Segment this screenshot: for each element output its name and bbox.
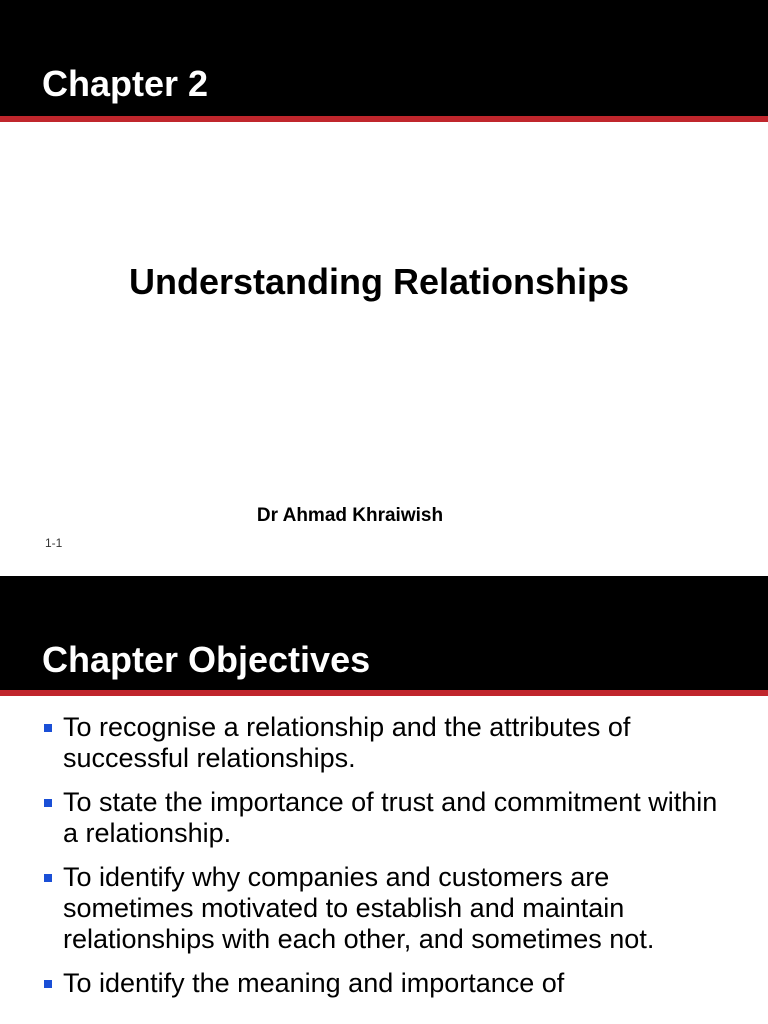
objective-text: To recognise a relationship and the attributes of successful relationships.: [63, 712, 631, 773]
objective-text: To identify the meaning and importance of: [63, 968, 565, 998]
objective-text: To identify why companies and customers are sometimes motivated to establish and maintain relationships with each other, and sometimes not.: [63, 862, 655, 954]
slide-number: 1-1: [45, 536, 63, 550]
objective-item: [42, 862, 732, 955]
square-bullet-icon: [44, 724, 52, 732]
square-bullet-icon: [44, 799, 52, 807]
objective-text: To state the importance of trust and commitment within a relationship.: [63, 787, 718, 848]
header-bar: [0, 0, 768, 116]
objective-item: [42, 787, 732, 849]
objectives-heading: Chapter Objectives: [42, 639, 371, 680]
chapter-heading: Chapter 2: [42, 63, 209, 104]
accent-divider: [0, 116, 768, 122]
square-bullet-icon: [44, 980, 52, 988]
objective-item: [42, 968, 732, 999]
slide-title: Understanding Relationships: [128, 261, 630, 302]
author-name: Dr Ahmad Khraiwish: [256, 505, 444, 526]
square-bullet-icon: [44, 874, 52, 882]
header-bar: [0, 576, 768, 690]
accent-divider: [0, 690, 768, 696]
slide-2: [0, 576, 768, 1024]
objective-item: [42, 712, 732, 774]
objectives-list: [42, 712, 732, 1012]
